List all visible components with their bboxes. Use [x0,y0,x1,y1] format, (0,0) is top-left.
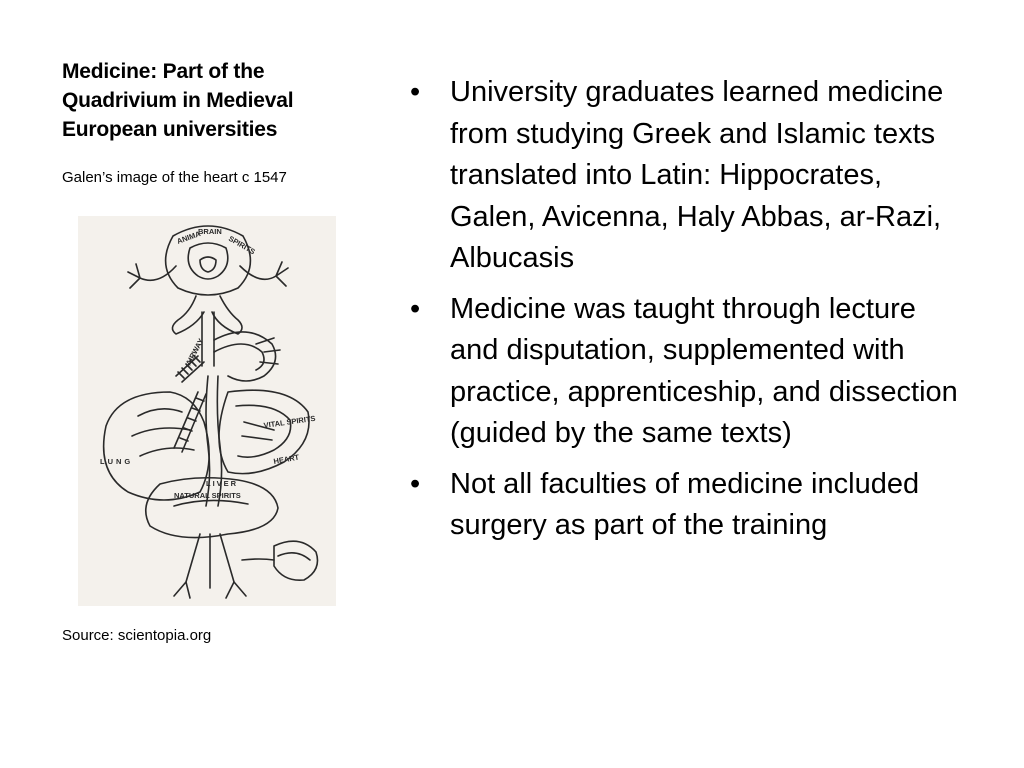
label-brain: BRAIN [198,227,222,236]
label-vital-spirits: VITAL SPIRITS [263,413,317,430]
bullet-text: University graduates learned medicine from studying Greek and Islamic texts translated into Latin: Hippocrates, Galen, Avicenna, Haly Abbas, ar-Razi, Albucasis [450,76,944,274]
bullet-list [408,72,968,556]
label-heart: HEART [272,452,300,466]
bullet-text: Not all faculties of medicine included surgery as part of the training [450,467,920,541]
label-spirits: SPIRITS [227,233,257,257]
slide-title: Medicine: Part of the Quadrivium in Medieval European universities [62,60,294,141]
label-airway: AIRWAY [183,336,206,367]
bullet-item [408,464,968,547]
figure-caption: Galen’s image of the heart c 1547 [62,169,287,186]
label-anima: ANIMA [175,229,202,246]
bullet-glyph: • [410,76,421,108]
figure-source: Source: scientopia.org [62,627,212,644]
label-natural-spirits: NATURAL SPIRITS [174,491,241,500]
bullet-glyph: • [410,292,421,325]
galen-heart-illustration [78,216,336,606]
label-liver: LIVER [206,479,239,488]
illustration-drawing [78,216,336,606]
bullet-item [408,289,968,455]
bullet-glyph: • [410,467,421,500]
bullet-text: Medicine was taught through lecture and disputation, supplemented with practice, apprenticeship, and dissection (guided by the same texts) [450,292,958,449]
bullet-item [408,72,968,280]
label-lung: LUNG [100,457,134,466]
